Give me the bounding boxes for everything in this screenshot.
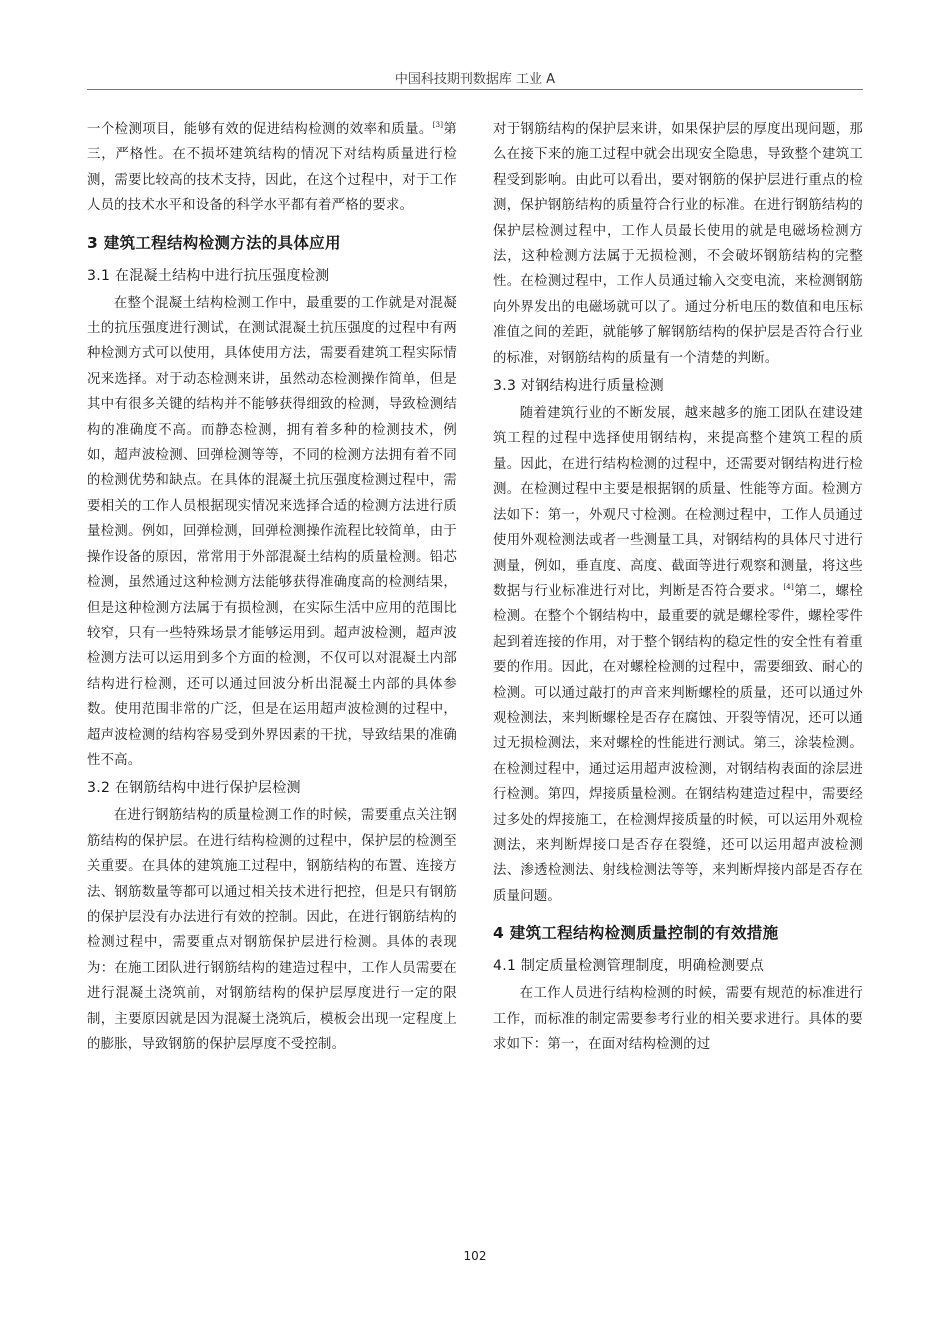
paragraph-3-1: 在整个混凝土结构检测工作中，最重要的工作就是对混凝土的抗压强度进行测试，在测试混凝土抗压强度的过程中有两种检测方式可以使用，具体使用方法，需要看建筑工程实际情况来选择。对于动态检测来讲，虽然动态检测操作简单，但是其中有很多关键的结构并不能够获得细致的检测，导致检测结构的准确度不高。而静态检测，拥有着多种的检测技术，例如，超声波检测、回弹检测等等，不同的检测方法拥有着不同的检测优势和缺点。在具体的混凝土抗压强度检测过程中，需要相关的工作人员根据现实情况来选择合适的检测方法进行质量检测。例如，回弹检测，回弹检测操作流程比较简单，由于操作设备的原因，常常用于外部混凝土结构的质量检测。铅芯检测，虽然通过这种检测方法能够获得准确度高的检测结果，但是这种检测方法属于有损检测，在实际生活中应用的范围比较窄，只有一些特殊场景才能够运用到。超声波检测，超声波检测方法可以运用到多个方面的检测，不仅可以对混凝土内部结构进行检测，还可以通过回波分析出混凝土内部的具体参数。使用范围非常的广泛，但是在运用超声波检测的过程中，超声波检测的结构容易受到外界因素的干扰，导致结果的准确性不高。	[87, 295, 457, 768]
paragraph-continued	[87, 117, 457, 219]
citation-3: [3]	[432, 121, 444, 129]
subsection-heading-3-1: 3.1 在混凝土结构中进行抗压强度检测	[87, 267, 330, 284]
paragraph-continued-right: 对于钢筋结构的保护层来讲，如果保护层的厚度出现问题，那么在接下来的施工过程中就会出现安全隐患，导致整个建筑工程受到影响。由此可以看出，要对钢筋的保护层进行重点的检测，保护钢筋结构的质量符合行业的标准。在进行钢筋结构的保护层检测过程中，工作人员最长使用的就是电磁场检测方法，这种检测方法属于无损检测，不会破坏钢筋结构的完整性。在检测过程中，工作人员通过输入交变电流，来检测钢筋向外界发出的电磁场就可以了。通过分析电压的数值和电压标准值之间的差距，就能够了解钢筋结构的保护层是否符合行业的标准，对钢筋结构的质量有一个清楚的判断。	[493, 122, 863, 366]
header-rule	[87, 89, 863, 90]
subsection-heading-3-3: 3.3 对钢结构进行质量检测	[493, 378, 664, 395]
page-number: 102	[463, 1249, 487, 1263]
paragraph-text: 随着建筑行业的不断发展，越来越多的施工团队在建设建筑工程的过程中选择使用钢结构，来提高整个建筑工程的质量。因此，在进行结构检测的过程中，还需要对钢结构进行检测。在检测过程中主要是根据钢的质量、性能等方面。检测方法如下：第一，外观尺寸检测。在检测过程中，工作人员通过使用外观检测法或者一些测量工具，对钢结构的具体尺寸进行测量，例如，垂直度、高度、截面等进行观察和测量，将这些数据与行业标准进行对比，判断是否符合要求。	[493, 406, 863, 599]
paragraph-3-3	[493, 401, 863, 909]
paragraph-text: 第三，严格性。在不损坏建筑结构的情况下对结构质量进行检测，需要比较高的技术支持，因此，在这个过程中，对于工作人员的技术水平和设备的科学水平都有着严格的要求。	[87, 122, 457, 214]
left-column	[87, 117, 457, 1057]
subsection-heading-4-1: 4.1 制定质量检测管理制度，明确检测要点	[493, 958, 765, 975]
right-column	[493, 117, 863, 1057]
citation-4: [4]	[783, 582, 794, 591]
subsection-heading-3-2: 3.2 在钢筋结构中进行保护层检测	[87, 780, 301, 797]
running-header: 中国科技期刊数据库 工业 A	[394, 72, 556, 87]
paragraph-4-1: 在工作人员进行结构检测的时候，需要有规范的标准进行工作，而标准的制定需要参考行业的相关要求进行。具体的要求如下：第一，在面对结构检测的过	[493, 986, 863, 1052]
paragraph-3-2: 在进行钢筋结构的质量检测工作的时候，需要重点关注钢筋结构的保护层。在进行结构检测的过程中，保护层的检测至关重要。在具体的建筑施工过程中，钢筋结构的布置、连接方法、钢筋数量等都可以通过相关技术进行把控，但是只有钢筋的保护层没有办法进行有效的控制。因此，在进行钢筋结构的检测过程中，需要重点对钢筋保护层进行检测。具体的表现为：在施工团队进行钢筋结构的建造过程中，工作人员需要在进行混凝土浇筑前，对钢筋结构的保护层厚度进行一定的限制，主要原因就是因为混凝土浇筑后，模板会出现一定程度上的膨胀，导致钢筋的保护层厚度不受控制。	[87, 808, 457, 1052]
paragraph-text: 一个检测项目，能够有效的促进结构检测的效率和质量。	[87, 122, 433, 137]
paragraph-text: 第二，螺栓检测。在整个个钢结构中，最重要的就是螺栓零件，螺栓零件起到着连接的作用，对于整个钢结构的稳定性的安全性有着重要的作用。因此，在对螺栓检测的过程中，需要细致、耐心的检测。可以通过敲打的声音来判断螺栓的质量，还可以通过外观检测法，来判断螺栓是否存在腐蚀、开裂等情况，还可以通过无损检测法，来对螺栓的性能进行测试。第三，涂装检测。在检测过程中，通过运用超声波检测，对钢结构表面的涂层进行检测。第四，焊接质量检测。在钢结构建造过程中，需要经过多处的焊接施工，在检测焊接质量的时候，可以运用外观检测法，来判断焊接口是否存在裂缝，还可以运用超声波检测法、渗透检测法、射线检测法等等，来判断焊接内部是否存在质量问题。	[493, 583, 864, 904]
section-heading-3: 3 建筑工程结构检测方法的具体应用	[87, 233, 341, 252]
section-heading-4: 4 建筑工程结构检测质量控制的有效措施	[493, 924, 779, 943]
